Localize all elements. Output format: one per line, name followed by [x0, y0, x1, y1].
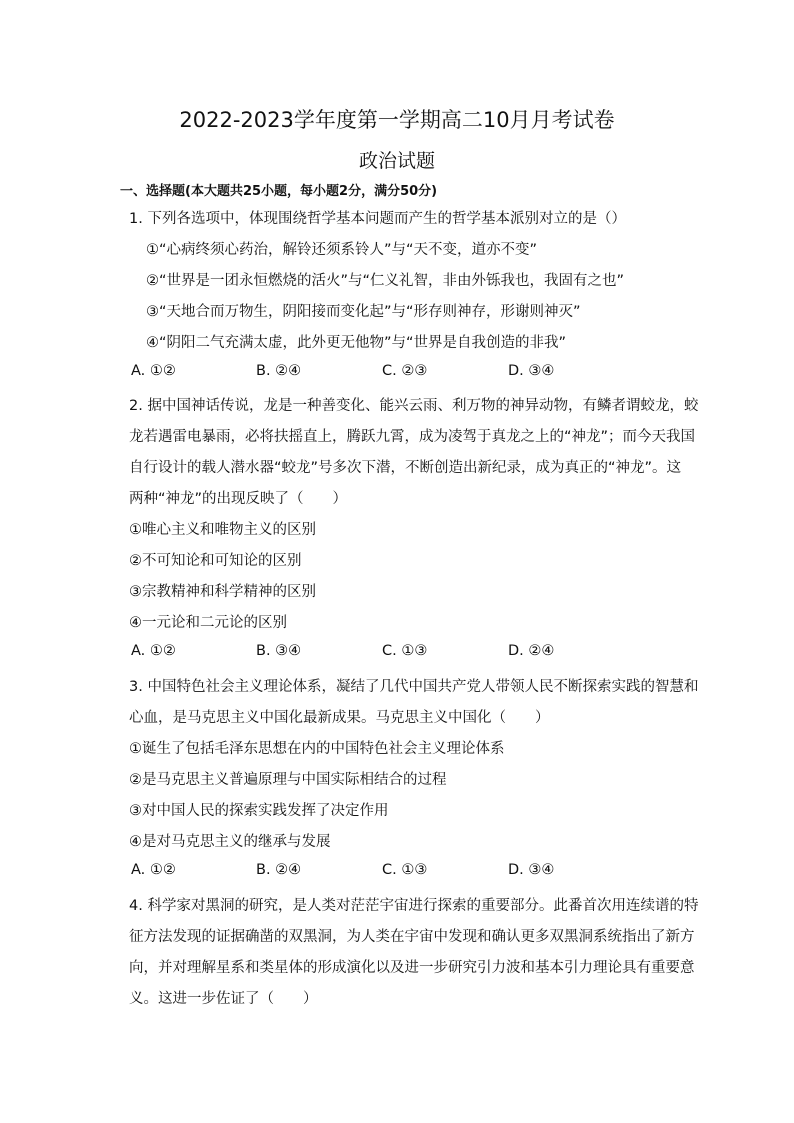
question-3-choice-d: D. ③④ [508, 862, 555, 878]
question-4-stem: 征方法发现的证据确凿的双黑洞，为人类在宇宙中发现和确认更多双黑洞系统指出了新方 [129, 929, 695, 945]
question-3-item: ②是马克思主义普遍原理与中国实际相结合的过程 [129, 772, 447, 788]
question-1-item: ①“心病终须心药治，解铃还须系铃人”与“天不变，道亦不变” [146, 242, 538, 258]
question-1-choice-a: A. ①② [131, 363, 176, 379]
question-2-choice-b: B. ③④ [256, 643, 302, 659]
question-1-choice-b: B. ②④ [256, 363, 302, 379]
question-3-item: ③对中国人民的探索实践发挥了决定作用 [129, 803, 389, 819]
question-2-stem: 自行设计的载人潜水器“蛟龙”号多次下潜，不断创造出新纪录，成为真正的“神龙”。这 [129, 460, 682, 476]
question-2-item: ④一元论和二元论的区别 [129, 615, 287, 631]
question-2-item: ②不可知论和可知论的区别 [129, 553, 302, 569]
question-3-choice-b: B. ②④ [256, 862, 302, 878]
question-4-stem: 向，并对理解星系和类星体的形成演化以及进一步研究引力波和基本引力理论具有重要意 [129, 960, 695, 976]
question-3-item: ①诞生了包括毛泽东思想在内的中国特色社会主义理论体系 [129, 741, 505, 757]
question-1-item: ③“天地合而万物生，阴阳接而变化起”与“形存则神存，形谢则神灭” [146, 304, 581, 320]
exam-title: 2022-2023学年度第一学期高二10月月考试卷 [179, 108, 615, 132]
question-1-choice-c: C. ②③ [382, 363, 428, 379]
question-3-choice-a: A. ①② [131, 862, 176, 878]
exam-subtitle: 政治试题 [358, 150, 435, 172]
question-2-item: ①唯心主义和唯物主义的区别 [129, 522, 316, 538]
question-3-stem: 3. 中国特色社会主义理论体系，凝结了几代中国共产党人带领人民不断探索实践的智慧和 [129, 679, 699, 695]
question-1-item: ④“阴阳二气充满太虚，此外更无他物”与“世界是自我创造的非我” [146, 335, 567, 351]
question-4-stem: 义。这进一步佐证了（ ） [129, 991, 318, 1007]
question-2-stem: 龙若遇雷电暴雨，必将扶摇直上，腾跃九霄，成为凌驾于真龙之上的“神龙”；而今天我国 [129, 429, 696, 445]
question-2-stem: 两种“神龙”的出现反映了（ ） [129, 491, 348, 507]
question-1-item: ②“世界是一团永恒燃烧的活火”与“仁义礼智，非由外铄我也，我固有之也” [146, 273, 625, 289]
question-1-stem: 1. 下列各选项中，体现围绕哲学基本问题而产生的哲学基本派别对立的是（） [129, 211, 626, 227]
question-3-item: ④是对马克思主义的继承与发展 [129, 834, 331, 850]
question-2-item: ③宗教精神和科学精神的区别 [129, 584, 316, 600]
question-2-choice-a: A. ①② [131, 643, 176, 659]
question-2-choice-c: C. ①③ [382, 643, 428, 659]
question-4-stem: 4. 科学家对黑洞的研究，是人类对茫茫宇宙进行探索的重要部分。此番首次用连续谱的特 [129, 898, 699, 914]
question-3-stem: 心血，是马克思主义中国化最新成果。马克思主义中国化（ ） [129, 710, 550, 726]
question-1-choice-d: D. ③④ [508, 363, 555, 379]
section-heading: 一、选择题(本大题共25小题，每小题2分，满分50分) [120, 184, 438, 199]
question-2-choice-d: D. ②④ [508, 643, 555, 659]
question-3-choice-c: C. ①③ [382, 862, 428, 878]
question-2-stem: 2. 据中国神话传说，龙是一种善变化、能兴云雨、利万物的神异动物，有鳞者谓蛟龙，蛟 [129, 398, 699, 414]
